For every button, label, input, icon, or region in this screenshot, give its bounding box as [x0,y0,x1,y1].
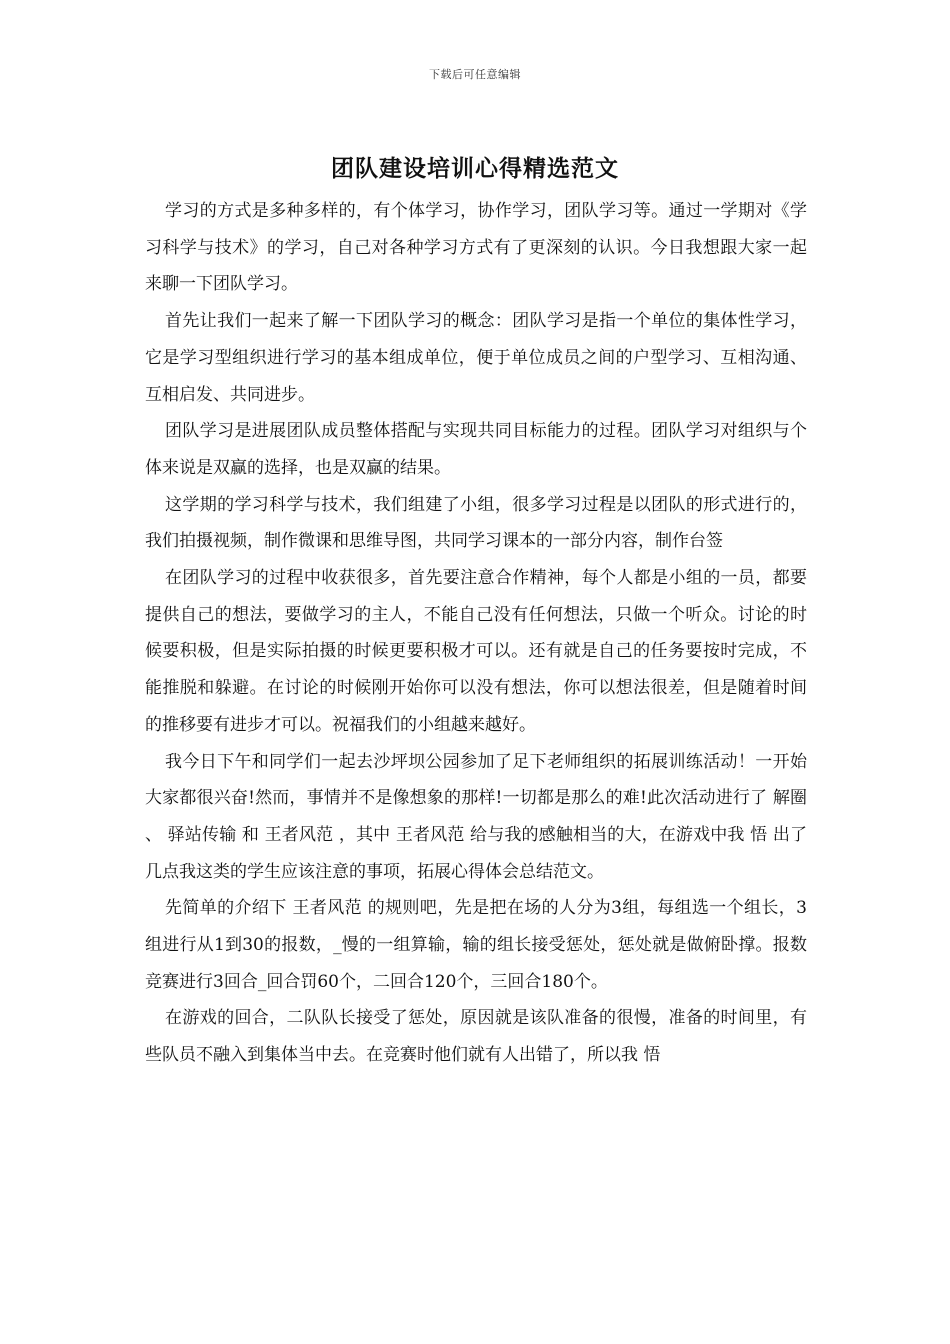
paragraph: 我今日下午和同学们一起去沙坪坝公园参加了足下老师组织的拓展训练活动！一开始大家都很兴奋!然而，事情并不是像想象的那样!一切都是那么的难!此次活动进行了 解圈 、 驿站传输 和 王者风范 ，其中 王者风范 给与我的感触相当的大，在游戏中我 悟 出了几点我这类的学生应该注意的事项，拓展心得体会总结范文。 [145,751,807,882]
page-header-note: 下载后可任意编辑 [429,68,521,81]
paragraph: 首先让我们一起来了解一下团队学习的概念：团队学习是指一个单位的集体性学习，它是学习型组织进行学习的基本组成单位，便于单位成员之间的户型学习、互相沟通、互相启发、共同进步。 [145,311,807,405]
paragraph: 团队学习是进展团队成员整体搭配与实现共同目标能力的过程。团队学习对组织与个体来说是双赢的选择，也是双赢的结果。 [145,421,807,478]
paragraph: 这学期的学习科学与技术，我们组建了小组，很多学习过程是以团队的形式进行的，我们拍摄视频，制作微课和思维导图，共同学习课本的一部分内容，制作台签 [145,494,807,552]
paragraph: 学习的方式是多种多样的，有个体学习，协作学习，团队学习等。通过一学期对《学习科学与技术》的学习，自己对各种学习方式有了更深刻的认识。今日我想跟大家一起来聊一下团队学习。 [145,201,807,295]
document-title: 团队建设培训心得精选范文 [331,155,619,182]
paragraph: 在游戏的回合，二队队长接受了惩处，原因就是该队准备的很慢，准备的时间里，有些队员不融入到集体当中去。在竞赛时他们就有人出错了，所以我 悟 [145,1008,807,1066]
paragraph: 先简单的介绍下 王者风范 的规则吧，先是把在场的人分为3组，每组选一个组长，3组进行从1到30的报数，_慢的一组算输，输的组长接受惩处，惩处就是做俯卧撑。报数竞赛进行3回合_回合罚60个，二回合120个，三回合180个。 [145,898,807,992]
document-body [145,193,807,1074]
paragraph: 在团队学习的过程中收获很多，首先要注意合作精神，每个人都是小组的一员，都要提供自己的想法，要做学习的主人，不能自己没有任何想法，只做一个听众。讨论的时候要积极，但是实际拍摄的时候更要积极才可以。还有就是自己的任务要按时完成，不能推脱和躲避。在讨论的时候刚开始你可以没有想法，你可以想法很差，但是随着时间的推移要有进步才可以。祝福我们的小组越来越好。 [145,568,807,735]
